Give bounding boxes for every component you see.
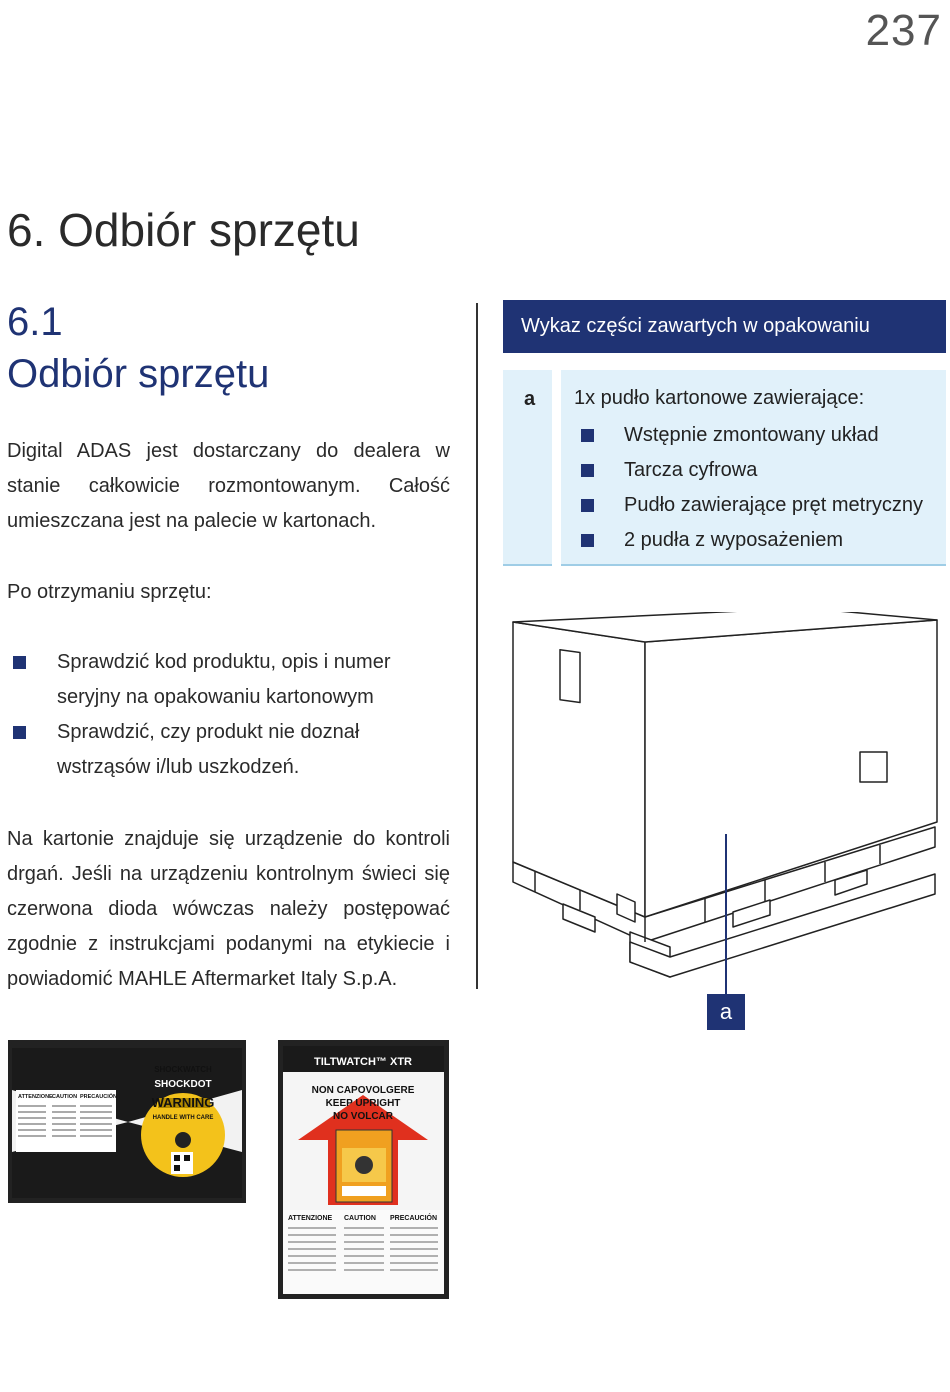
section-number: 6.1	[7, 300, 63, 344]
bullet-square-icon	[581, 499, 594, 512]
tiltwatch-line1: NON CAPOVOLGERE	[311, 1085, 415, 1096]
bullet-square-icon	[13, 656, 26, 669]
bullet-square-icon	[13, 726, 26, 739]
tiltwatch-label-photo	[278, 1040, 449, 1299]
shockwatch-brand: SHOCKWATCH	[154, 1065, 212, 1074]
pallet-box-illustration	[505, 612, 945, 1032]
chapter-title: 6. Odbiór sprzętu	[7, 204, 360, 256]
receipt-intro: Po otrzymaniu sprzętu:	[7, 581, 212, 603]
list-item-text: Wstępnie zmontowany układ	[624, 424, 879, 446]
section-title: Odbiór sprzętu	[7, 352, 270, 396]
list-item	[581, 488, 923, 523]
page-number: 237	[865, 6, 942, 55]
bullet-square-icon	[581, 429, 594, 442]
list-item	[581, 453, 923, 488]
shockwatch-product: SHOCKDOT	[154, 1079, 212, 1090]
callout-label: a	[707, 994, 745, 1030]
list-item	[7, 715, 450, 785]
shockwatch-label-photo	[8, 1040, 246, 1203]
list-item-text: Sprawdzić kod produktu, opis i numer seryjny na opakowaniu kartonowym	[57, 651, 391, 708]
tiltwatch-line2: KEEP UPRIGHT	[325, 1098, 401, 1109]
list-item-text: Tarcza cyfrowa	[624, 459, 758, 481]
list-item	[581, 523, 923, 558]
list-item-text: Sprawdzić, czy produkt nie doznał wstrząsów i/lub uszkodzeń.	[57, 721, 360, 778]
shockwatch-warning: WARNING	[151, 1095, 215, 1110]
tiltwatch-col3: PRECAUCIÓN	[390, 1215, 438, 1222]
tiltwatch-line3: NO VOLCAR	[333, 1111, 393, 1122]
list-item	[7, 645, 450, 715]
shockwatch-col2: CAUTION	[52, 1094, 78, 1100]
row-letter: a	[524, 388, 536, 410]
list-item-text: Pudło zawierające pręt metryczny	[624, 494, 924, 516]
column-divider	[476, 303, 478, 989]
parts-table-header: Wykaz części zawartych w opakowaniu	[503, 300, 946, 353]
parts-table-letter-cell	[503, 370, 552, 566]
list-item-text: 2 pudła z wyposażeniem	[624, 529, 844, 551]
shock-paragraph: Na kartonie znajduje się urządzenie do kontroli drgań. Jeśli na urządzeniu kontrolnym świeci się czerwona dioda wówczas należy postępować zgodnie z instrukcjami podanymi na etykiecie i powiadomić MAHLE Aftermarket Italy S.p.A.	[7, 828, 450, 990]
tiltwatch-col2: CAUTION	[344, 1215, 376, 1222]
row-intro: 1x pudło kartonowe zawierające:	[574, 387, 865, 409]
bullet-square-icon	[581, 464, 594, 477]
parts-table-content-cell	[561, 370, 946, 566]
tiltwatch-col1: ATTENZIONE	[288, 1215, 333, 1222]
contents-list	[581, 418, 923, 558]
list-item	[581, 418, 923, 453]
intro-paragraph: Digital ADAS jest dostarczany do dealera w stanie całkowicie rozmontowanym. Całość umieszczana jest na palecie w kartonach.	[7, 440, 450, 532]
checks-list	[7, 645, 450, 785]
shockwatch-col3: PRECAUCIÓN	[80, 1094, 117, 1100]
tiltwatch-brand: TILTWATCH™ XTR	[314, 1056, 412, 1068]
shockwatch-col1: ATTENZIONE	[18, 1094, 53, 1100]
shockwatch-sub: HANDLE WITH CARE	[152, 1115, 214, 1121]
bullet-square-icon	[581, 534, 594, 547]
